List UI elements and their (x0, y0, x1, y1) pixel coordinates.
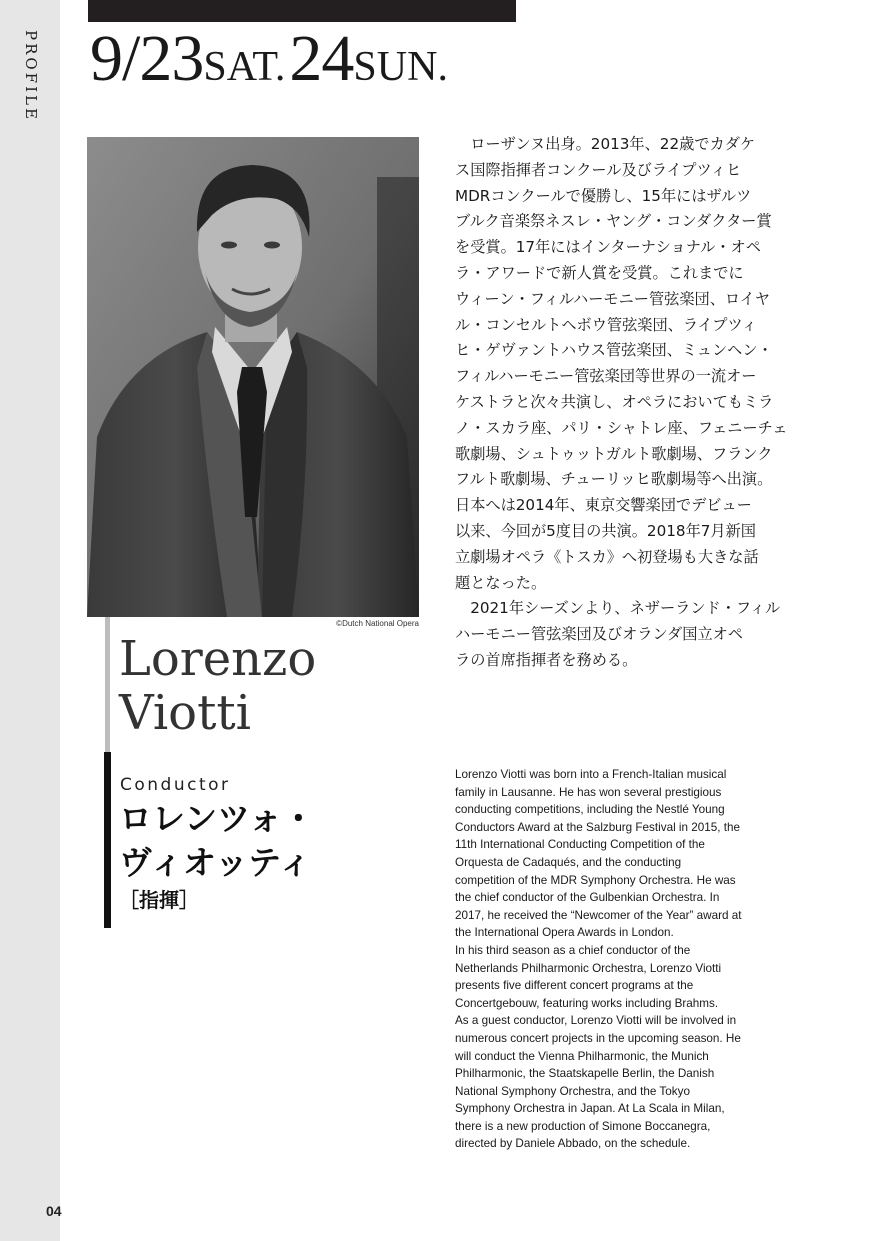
bio-en-line: Conductors Award at the Salzburg Festival in 2015, the (455, 820, 740, 834)
bio-en-line: Lorenzo Viotti was born into a French-Italian musical (455, 768, 727, 781)
bio-en-line: Symphony Orchestra in Japan. At La Scala in Milan, (455, 1102, 725, 1116)
section-label: PROFILE (22, 30, 40, 122)
bio-ja-line: フルト歌劇場、チューリッヒ歌劇場等へ出演。 (455, 470, 773, 489)
bio-ja-line: ブルク音楽祭ネスレ・ヤング・コンダクター賞 (455, 212, 772, 231)
bio-en-line: presents five different concert programs at the (455, 979, 694, 993)
name-ja-line: ロレンツォ・ (119, 799, 315, 838)
bio-ja-line: 以来、今回が5度目の共演。2018年7月新国 (455, 521, 756, 540)
date-second: 24 (289, 22, 354, 95)
photo-credit: ©Dutch National Opera (336, 619, 419, 628)
bio-ja-line: 立劇場オペラ《トスカ》へ初登場も大きな話 (455, 547, 759, 566)
role-japanese: ［指揮］ (119, 888, 199, 912)
biography-japanese (455, 132, 789, 674)
bio-ja-line: 歌劇場、シュトゥットガルト歌劇場、フランク (455, 444, 773, 463)
name-ja-line: ヴィオッティ (119, 843, 312, 882)
bio-en-line: 2017, he received the “Newcomer of the Year” award at (455, 908, 742, 922)
bio-en-line: National Symphony Orchestra, and the Tokyo (455, 1084, 690, 1098)
role-english: Conductor (120, 775, 231, 795)
bio-en-line: the International Opera Awards in London. (455, 926, 674, 940)
artist-portrait-photo (87, 137, 419, 617)
bio-ja-line: 2021年シーズンより、ネザーランド・フィル (455, 599, 781, 618)
day-first: SAT. (203, 44, 286, 90)
sidebar (0, 0, 60, 1241)
bio-ja-line: 日本へは2014年、東京交響楽団でデビュー (455, 496, 752, 515)
page-number: 04 (46, 1203, 62, 1219)
date-first: 9/23 (90, 22, 204, 95)
bio-ja-line: ラ・アワードで新人賞を受賞。これまでに (455, 263, 744, 282)
bio-en-line: there is a new production of Simone Boccanegra, (455, 1119, 711, 1133)
bio-ja-line: ローザンヌ出身。2013年、22歳でカダケ (455, 135, 756, 153)
bio-ja-line: ラの首席指揮者を務める。 (455, 650, 638, 669)
bio-ja-line: ヒ・ゲヴァントハウス管弦楽団、ミュンヘン・ (455, 341, 773, 360)
bio-en-line: numerous concert projects in the upcoming season. He (455, 1031, 741, 1045)
bio-ja-line: ス国際指揮者コンクール及びライプツィヒ (455, 160, 742, 179)
bio-en-line: competition of the MDR Symphony Orchestra. He was (455, 873, 736, 887)
accent-bar-black (104, 752, 111, 928)
bio-en-line: In his third season as a chief conductor of the (455, 943, 691, 957)
concert-dates (90, 22, 448, 95)
bio-ja-line: ケストラと次々共演し、オペラにおいてもミラ (455, 392, 774, 411)
bio-en-line: will conduct the Vienna Philharmonic, the Munich (455, 1049, 709, 1063)
bio-en-line: Philharmonic, the Staatskapelle Berlin, the Danish (455, 1067, 715, 1081)
bio-ja-line: ウィーン・フィルハーモニー管弦楽団、ロイヤ (455, 289, 770, 308)
day-second: SUN. (353, 44, 448, 90)
bio-ja-line: ノ・スカラ座、パリ・シャトレ座、フェニーチェ (455, 418, 788, 437)
bio-en-line: family in Lausanne. He has won several prestigious (455, 785, 722, 799)
first-name: Lorenzo (119, 631, 317, 687)
header-bar (88, 0, 516, 22)
bio-ja-line: ハーモニー管弦楽団及びオランダ国立オペ (455, 625, 743, 644)
artist-name-english (119, 632, 316, 740)
last-name: Viotti (119, 685, 251, 741)
artist-name-japanese (119, 797, 315, 885)
bio-en-line: Concertgebouw, featuring works including Brahms. (455, 996, 719, 1010)
bio-en-line: 11th International Conducting Competition of the (455, 838, 705, 852)
bio-en-line: Netherlands Philharmonic Orchestra, Lorenzo Viotti (455, 961, 722, 975)
bio-ja-line: 題となった。 (455, 573, 547, 592)
bio-ja-line: を受賞。17年にはインターナショナル・オペ (455, 238, 761, 257)
bio-ja-line: フィルハーモニー管弦楽団等世界の一流オー (455, 367, 757, 386)
bio-en-line: directed by Daniele Abbado, on the schedule. (455, 1137, 691, 1151)
portrait-illustration (87, 137, 419, 617)
bio-en-line: conducting competitions, including the Nestlé Young (455, 803, 725, 817)
bio-en-line: As a guest conductor, Lorenzo Viotti will be involved in (455, 1014, 737, 1028)
accent-bar-grey (105, 617, 110, 752)
bio-ja-line: ル・コンセルトヘボウ管弦楽団、ライプツィ (455, 315, 757, 334)
biography-english (455, 766, 786, 1153)
bio-en-line: the chief conductor of the Gulbenkian Orchestra. In (455, 891, 720, 905)
bio-en-line: Orquesta de Cadaqués, and the conducting (455, 855, 682, 869)
bio-ja-line: MDRコンクールで優勝し、15年にはザルツ (455, 186, 752, 205)
